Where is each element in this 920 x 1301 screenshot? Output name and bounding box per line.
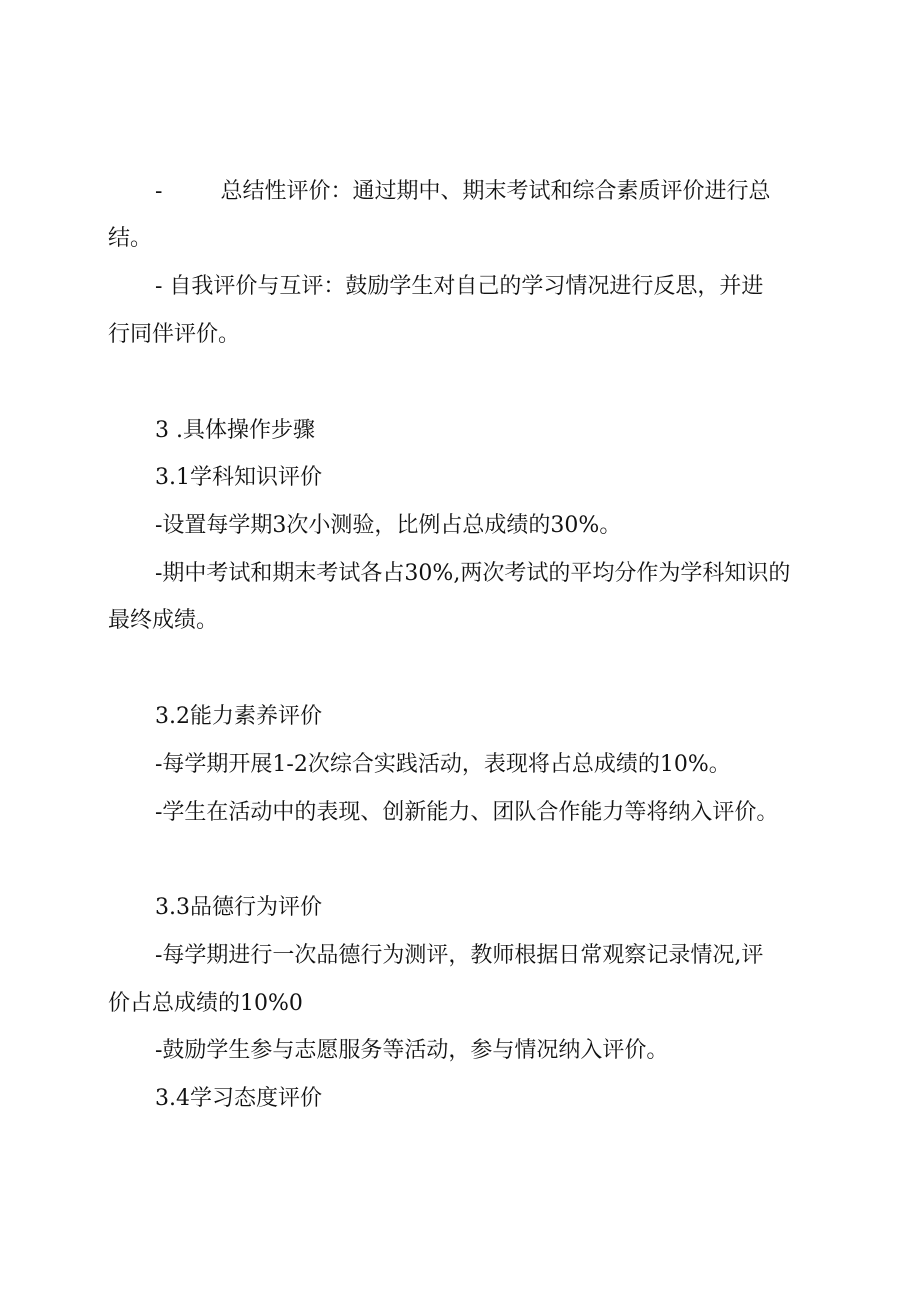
section-3-1-item-2-line-2: 最终成绩。 <box>108 608 219 633</box>
section-3-heading: 3 .具体操作步骤 <box>155 418 315 443</box>
section-3-1-item-2-line-1: -期中考试和期末考试各占30%,两次考试的平均分作为学科知识的 <box>155 561 791 586</box>
summative-eval-text: 总结性评价：通过期中、期末考试和综合素质评价进行总 <box>220 179 771 204</box>
section-3-4-heading: 3.4学习态度评价 <box>155 1086 322 1111</box>
summative-eval-line-2: 结。 <box>108 226 153 251</box>
section-3-2-heading: 3.2能力素养评价 <box>155 704 322 729</box>
summative-eval-line-1 <box>155 177 770 207</box>
section-3-2-item-1: -每学期开展1-2次综合实践活动，表现将占总成绩的10%。 <box>155 752 731 777</box>
self-peer-eval-line-1: - 自我评价与互评：鼓励学生对自己的学习情况进行反思，并进 <box>155 274 764 299</box>
section-3-3-item-2: -鼓励学生参与志愿服务等活动，参与情况纳入评价。 <box>155 1038 669 1063</box>
section-3-3-item-1-line-2: 价占总成绩的10%0 <box>108 991 303 1016</box>
section-3-2-item-2: -学生在活动中的表现、创新能力、团队合作能力等将纳入评价。 <box>155 800 779 825</box>
section-3-1-heading: 3.1学科知识评价 <box>155 465 322 490</box>
summative-dash: - <box>155 179 163 204</box>
self-peer-eval-line-2: 行同伴评价。 <box>108 322 241 347</box>
section-3-3-heading: 3.3品德行为评价 <box>155 895 322 920</box>
section-3-3-item-1-line-1: -每学期进行一次品德行为测评，教师根据日常观察记录情况,评 <box>155 943 764 968</box>
section-3-1-item-1: -设置每学期3次小测验，比例占总成绩的30%。 <box>155 513 622 538</box>
